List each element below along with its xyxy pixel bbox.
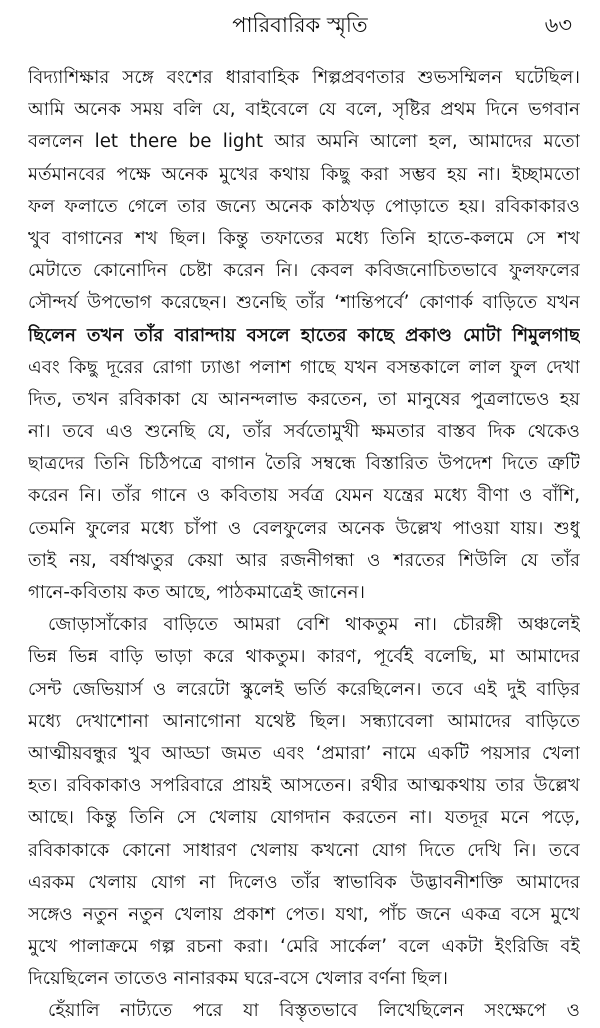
text-line: এবং কিছু দূরের রোগা ঢ্যাঙা পলাশ গাছে যখন বসন্তকালে লাল ফুল দেখা (28, 356, 580, 378)
text-line: মধ্যে দেখাশোনা আনাগোনা যথেষ্ট ছিল। সন্ধ্যাবেলা আমাদের বাড়িতে (28, 710, 580, 732)
text-line: সঙ্গেও নতুন নতুন খেলায় প্রকাশ পেত। যথা, পাঁচ জনে একত্র বসে মুখে (28, 903, 580, 925)
text-line: মুখে পালাক্রমে গল্প রচনা করা। ‘মেরি সার্কেল’ বলে একটা ইংরিজি বই (28, 936, 580, 958)
text-line: সেন্ট জেভিয়ার্স ও লরেটো স্কুলেই ভর্তি করেছিলেন। তবে এই দুই বাড়ির (28, 678, 580, 700)
text-line: ফল ফলাতে গেলে তার জন্যে অনেক কাঠখড় পোড়াতে হয়। রবিকাকারও (28, 195, 580, 217)
text-line: আত্মীয়বন্ধুর খুব আড্ডা জমত এবং ‘প্রমারা’ নামে একটি পয়সার খেলা (28, 742, 580, 764)
text-line: মেটাতে কোনোদিন চেষ্টা করেন নি। কেবল কবিজনোচিতভাবে ফুলফলের (28, 260, 580, 282)
text-line: না। তবে এও শুনেছি যে, তাঁর সর্বতোমুখী ক্ষমতার বাস্তব দিক থেকেও (28, 421, 580, 443)
text-line: তেমনি ফুলের মধ্যে চাঁপা ও বেলফুলের অনেক উল্লেখ পাওয়া যায়। শুধু (28, 517, 580, 539)
text-line: মর্তমানবের পক্ষে অনেক মুখের কথায় কিছু করা সম্ভব হয় না। ইচ্ছামতো (28, 163, 580, 185)
text-line: করেন নি। তাঁর গানে ও কবিতায় সর্বত্র যেমন যন্ত্রের মধ্যে বীণা ও বাঁশি, (28, 485, 580, 507)
body-text (28, 62, 580, 1028)
text-line: বললেন let there be light আর অমনি আলো হল, আমাদের মতো (28, 131, 580, 153)
text-line: রবিকাকাকে কোনো সাধারণ খেলায় কখনো যোগ দিতে দেখি নি। তবে (28, 839, 580, 861)
text-line: ছাত্রদের তিনি চিঠিপত্রে বাগান তৈরি সম্বন্ধে বিস্তারিত উপদেশ দিতে ত্রুটি (28, 453, 580, 475)
text-line: দিয়েছিলেন তাতেও নানারকম ঘরে-বসে খেলার বর্ণনা ছিল। (28, 968, 448, 990)
text-line: তাই নয়, বর্ষাঋতুর কেয়া আর রজনীগন্ধা ও শরতের শিউলি যে তাঁর (28, 549, 580, 571)
page-number: ৬৩ (544, 13, 572, 37)
text-line: এরকম খেলায় যোগ না দিলেও তাঁর স্বাভাবিক উদ্ভাবনীশক্তি আমাদের (28, 871, 580, 893)
text-line: ভিন্ন ভিন্ন বাড়ি ভাড়া করে থাকতুম। কারণ, পূর্বেই বলেছি, মা আমাদের (28, 646, 580, 668)
text-line: ছিলেন তখন তাঁর বারান্দায় বসলে হাতের কাছে প্রকাণ্ড মোটা শিমুলগাছ (28, 324, 580, 346)
running-title: পারিবারিক স্মৃতি (232, 13, 368, 37)
text-line: হত। রবিকাকাও সপরিবারে প্রায়ই আসতেন। রথীর আত্মকথায় তার উল্লেখ (28, 775, 580, 797)
text-line: হেঁয়ালি নাট্যতে পরে যা বিস্তৃতভাবে লিখেছিলেন সংক্ষেপে ও (48, 1000, 580, 1022)
text-line: আমি অনেক সময় বলি যে, বাইবেলে যে বলে, সৃষ্টির প্রথম দিনে ভগবান (28, 99, 580, 121)
text-line: সৌন্দর্য উপভোগ করেছেন। শুনেছি তাঁর ‘শান্তিপর্বে’ কোণার্ক বাড়িতে যখন (28, 292, 580, 314)
text-line: আছে। কিন্তু তিনি সে খেলায় যোগদান করতেন না। যতদূর মনে পড়ে, (28, 807, 580, 829)
text-line: খুব বাগানের শখ ছিল। কিন্তু তফাতের মধ্যে তিনি হাতে-কলমে সে শখ (28, 227, 580, 249)
text-line: বিদ্যাশিক্ষার সঙ্গে বংশের ধারাবাহিক শিল্পপ্রবণতার শুভসম্মিলন ঘটেছিল। (28, 67, 580, 88)
text-line: জোড়াসাঁকোর বাড়িতে আমরা বেশি থাকতুম না। চৌরঙ্গী অঞ্চলেই (48, 614, 580, 636)
text-line: গানে-কবিতায় কত আছে, পাঠকমাত্রেই জানেন। (28, 582, 366, 603)
page-header (0, 4, 600, 44)
text-line: দিত, তখন রবিকাকা যে আনন্দলাভ করতেন, তা মানুষের পুত্রলাভেও হয় (28, 388, 580, 410)
